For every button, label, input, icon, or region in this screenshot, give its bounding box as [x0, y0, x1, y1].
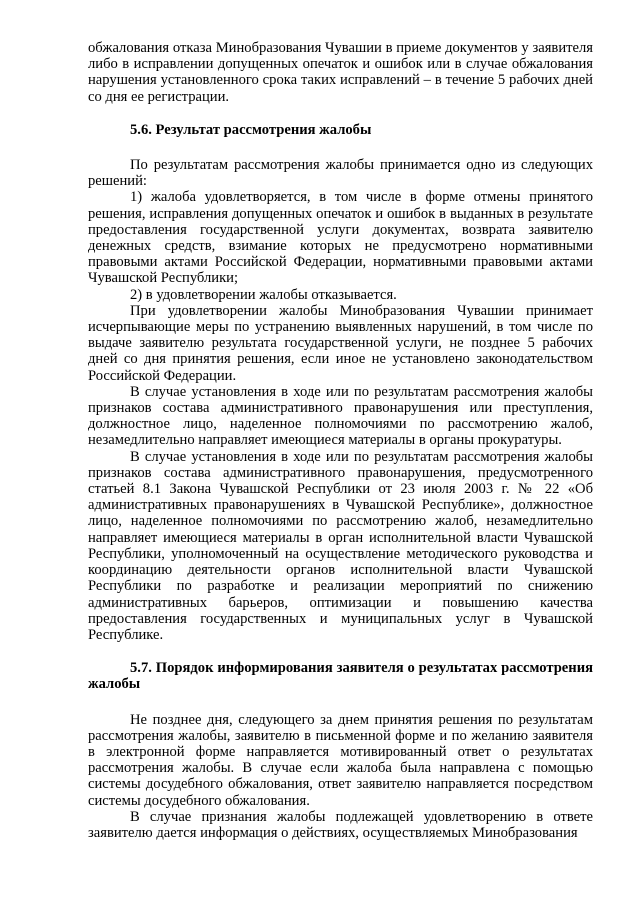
section-5-6-paragraph-6: В случае установления в ходе или по результатам рассмотрения жалобы признаков состава административного правонарушения, предусмотренного статьей 8.1 Закона Чувашской Республики от 23 июля 2003 г. № 22 «Об административных правонарушениях в Чувашской Республике», должностное лицо, наделенное полномочиями по рассмотрению жалоб, незамедлительно направляет имеющиеся материалы в орган исполнительной власти Чувашской Республики, уполномоченный на осуществление методического руководства и координацию деятельности органов исполнительной власти Чувашской Республики по разработке и реализации мероприятий по снижению административных барьеров, оптимизации и повышению качества предоставления государственных и муниципальных услуг в Чувашской Республике. — [88, 448, 593, 643]
section-5-6-paragraph-2: 1) жалоба удовлетворяется, в том числе в форме отмены принятого решения, исправления допущенных опечаток и ошибок в выданных в результате предоставления государственной услуги документах, возврата заявителю денежных средств, взимание которых не предусмотрено нормативными правовыми актами Российской Федерации, нормативными правовыми актами Чувашской Республики; — [88, 189, 593, 287]
section-5-7-paragraph-1: Не позднее дня, следующего за днем принятия решения по результатам рассмотрения жалобы, заявителю в письменной форме и по желанию заявителя в электронной форме направляется мотивированный ответ о результатах рассмотрения жалобы. В случае если жалоба была направлена с помощью системы досудебного обжалования, ответ заявителю направляется посредством системы досудебного обжалования. — [88, 711, 593, 809]
section-5-6-paragraph-5: В случае установления в ходе или по результатам рассмотрения жалобы признаков состава административного правонарушения или преступления, должностное лицо, наделенное полномочиями по рассмотрению жалоб, незамедлительно направляет имеющиеся материалы в органы прокуратуры. — [88, 383, 593, 449]
section-5-6-heading: 5.6. Результат рассмотрения жалобы — [130, 121, 372, 138]
document-page — [88, 40, 593, 841]
section-5-6-paragraph-3: 2) в удовлетворении жалобы отказывается. — [130, 286, 397, 303]
section-5-6-paragraph-4: При удовлетворении жалобы Минобразования Чувашии принимает исчерпывающие меры по устранению выявленных нарушений, в том числе по выдаче заявителю результата государственной услуги, не позднее 5 рабочих дней со дня принятия решения, если иное не установлено законодательством Российской Федерации. — [88, 302, 593, 384]
section-5-7-heading: 5.7. Порядок информирования заявителя о результатах рассмотрения жалобы — [88, 660, 593, 693]
continuation-paragraph: обжалования отказа Минобразования Чувашии в приеме документов у заявителя либо в исправлении допущенных опечаток и ошибок или в случае обжалования нарушения установленного срока таких исправлений – в течение 5 рабочих дней со дня ее регистрации. — [88, 40, 593, 105]
section-5-6-paragraph-1: По результатам рассмотрения жалобы принимается одно из следующих решений: — [88, 157, 593, 190]
section-5-7-paragraph-2: В случае признания жалобы подлежащей удовлетворению в ответе заявителю дается информация о действиях, осуществляемых Минобразования — [88, 808, 593, 841]
